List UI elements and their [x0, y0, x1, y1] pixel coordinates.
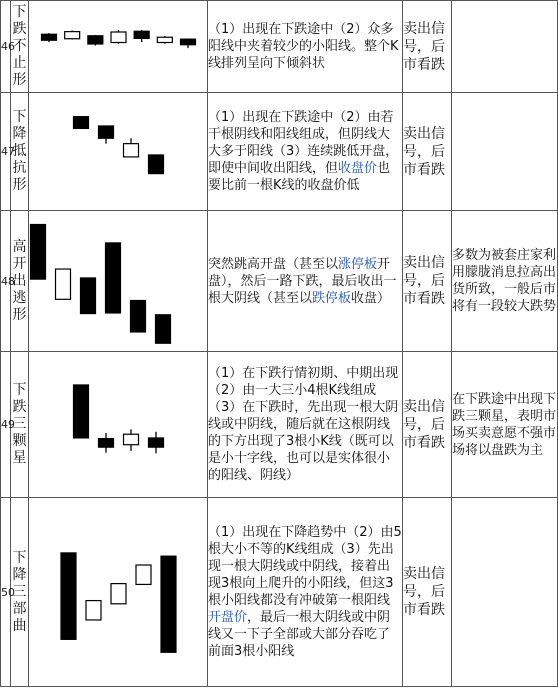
signal-text [403, 211, 452, 352]
pattern-name-char: 部 [12, 600, 27, 617]
bullish-candle [111, 584, 126, 604]
pattern-description [208, 498, 403, 687]
description-text: （1）在下跌行情初期、中期出现（2）由一大三小4根K线组成（3）在下跌时，先出现一根大阴线或中阴线，随后就在这根阴线的下方出现了3根小K线（既可以是小十字线，也可以是实体很小的阳线、阴线） [208, 366, 399, 483]
bearish-candle [31, 225, 46, 280]
candle-body [88, 36, 103, 44]
candle-body [99, 126, 114, 138]
signal-line: 市看跌 [403, 161, 445, 178]
pattern-note [452, 1, 558, 93]
pattern-note: 在下跌途中出现下跌三颗星，表明市场买卖意愿不强市场将以盘跌为主 [452, 352, 558, 498]
signal-line: 市看跌 [403, 434, 445, 451]
pattern-diagram [29, 211, 208, 352]
signal-text [403, 352, 452, 498]
pattern-name-char: 形 [12, 177, 27, 193]
term-link[interactable]: 跌停板 [312, 290, 352, 306]
bullish-candle [136, 565, 151, 584]
candle-body [156, 315, 171, 344]
pattern-name-char: 降 [12, 126, 27, 142]
description-text: ，最后一根大阴线或中阴线又一下子全部或大部分吞吃了前面3根小阳线 [208, 610, 391, 659]
candlestick-diagram [29, 498, 208, 686]
candle-body [42, 34, 57, 40]
bearish-candle [161, 556, 176, 652]
bearish-candle [149, 432, 164, 454]
candle-body [81, 278, 96, 314]
bearish-candle [99, 125, 114, 143]
pattern-name [11, 1, 29, 93]
candlestick-diagram [29, 1, 208, 92]
pattern-name-char: 形 [12, 306, 27, 323]
candle-body [65, 32, 80, 39]
candle-body [31, 225, 46, 280]
bearish-candle [88, 35, 103, 46]
pattern-name [11, 93, 29, 211]
candle-body [124, 434, 139, 444]
bullish-candle [124, 138, 139, 157]
pattern-name-char: 三 [12, 416, 27, 432]
pattern-name-char: 颗 [12, 433, 27, 449]
term-link[interactable]: 开盘价 [208, 610, 248, 625]
pattern-note [452, 93, 558, 211]
pattern-note [452, 498, 558, 687]
pattern-name-char: 开 [12, 255, 27, 272]
signal-line: 市看跌 [403, 602, 445, 618]
description-text: （1）出现在下跌途中（2）众多阳线中夹着较少的小阳线。整个K线排列呈向下倾斜状 [208, 22, 399, 71]
signal-line: 号，后 [403, 38, 445, 55]
bullish-candle [157, 36, 172, 44]
pattern-row [1, 93, 558, 211]
signal-text [403, 93, 452, 211]
candle-body [111, 584, 126, 604]
candle-body [106, 243, 121, 313]
bearish-candle [134, 30, 149, 42]
signal-line: 卖出信 [403, 566, 445, 582]
pattern-row [1, 211, 558, 352]
pattern-name-char: 曲 [12, 617, 27, 634]
bullish-candle [56, 269, 71, 299]
bearish-candle [181, 39, 196, 48]
pattern-row [1, 498, 558, 687]
pattern-name [11, 352, 29, 498]
signal-line: 号，后 [403, 273, 445, 289]
pattern-name-char: 下 [12, 549, 27, 566]
bearish-candle [74, 385, 89, 438]
bearish-candle [106, 243, 121, 313]
bearish-candle [131, 301, 146, 332]
pattern-name-char: 下 [12, 4, 27, 20]
table-body [1, 1, 558, 687]
signal-line: 卖出信 [403, 20, 445, 37]
pattern-number: 48 [1, 211, 11, 352]
pattern-diagram [29, 93, 208, 211]
signal-line: 卖出信 [403, 255, 445, 271]
pattern-diagram [29, 1, 208, 93]
description-text: （1）出现在下跌途中（2）由若干根阴线和阳线组成，但阴线大大多于阳线（3）连续跳低开盘，即使中间收出阳线，但 [208, 110, 399, 176]
candle-body [61, 553, 76, 639]
candle-body [124, 144, 139, 157]
bearish-candle [42, 33, 57, 42]
pattern-name-char: 跌 [12, 21, 27, 37]
pattern-name-char: 下 [12, 382, 27, 398]
pattern-row [1, 1, 558, 93]
term-link[interactable]: 收盘价 [338, 161, 378, 176]
description-text: 突然跳高开盘（甚至以 [208, 256, 339, 272]
candle-body [136, 565, 151, 584]
pattern-description [208, 1, 403, 93]
signal-line: 号，后 [403, 416, 445, 433]
bearish-candle [149, 155, 164, 174]
pattern-number: 49 [1, 352, 11, 498]
pattern-name-char: 三 [12, 583, 27, 600]
candle-body [134, 31, 149, 38]
candle-body [161, 556, 176, 652]
signal-text [403, 498, 452, 687]
candlestick-diagram [29, 352, 208, 497]
term-link[interactable]: 涨停板 [338, 256, 378, 272]
candle-body [131, 301, 146, 332]
bearish-candle [61, 553, 76, 639]
pattern-name-char: 不 [12, 38, 27, 54]
signal-line: 卖出信 [403, 398, 445, 415]
pattern-diagram [29, 498, 208, 687]
bullish-candle [86, 601, 101, 620]
pattern-number: 50 [1, 498, 11, 687]
pattern-name-char: 抵 [12, 143, 27, 159]
candlestick-diagram [29, 93, 208, 210]
description-text: 开盘），然后一路下跌，最后收出一根大阴线（甚至以 [208, 256, 397, 306]
candle-body [181, 39, 196, 45]
pattern-description [208, 93, 403, 211]
pattern-name-char: 出 [12, 272, 27, 289]
bullish-candle [124, 429, 139, 451]
pattern-name-char: 逃 [12, 289, 27, 306]
candle-body [149, 155, 164, 174]
candle-body [56, 269, 71, 299]
pattern-name-char: 抗 [12, 160, 27, 176]
candle-body [99, 439, 114, 448]
signal-line: 市看跌 [403, 56, 445, 73]
candle-body [74, 385, 89, 438]
bullish-candle [111, 30, 126, 44]
candle-body [149, 438, 164, 447]
pattern-name-char: 下 [12, 109, 27, 125]
description-text: 也要比前一根K线的收盘价低 [208, 161, 391, 193]
pattern-name-char: 形 [12, 72, 27, 88]
signal-line: 市看跌 [403, 291, 445, 307]
bearish-candle [74, 117, 89, 129]
candle-body [111, 32, 126, 43]
pattern-row [1, 352, 558, 498]
pattern-number: 47 [1, 93, 11, 211]
bearish-candle [99, 433, 114, 453]
pattern-description [208, 352, 403, 498]
signal-text [403, 1, 452, 93]
pattern-note: 多数为被套庄家利用朦胧消息拉高出货所致，一般后市将有一段较大跌势 [452, 211, 558, 352]
pattern-name-char: 跌 [12, 399, 27, 415]
pattern-name [11, 498, 29, 687]
signal-line: 卖出信 [403, 125, 445, 142]
candle-body [157, 37, 172, 42]
pattern-name-char: 高 [12, 238, 27, 255]
pattern-description [208, 211, 403, 352]
pattern-name-char: 星 [12, 450, 27, 466]
pattern-name-char: 降 [12, 566, 27, 583]
pattern-name-char: 止 [12, 55, 27, 71]
bullish-candle [65, 31, 80, 40]
pattern-diagram [29, 352, 208, 498]
signal-line: 号，后 [403, 584, 445, 600]
description-text: 收盘） [351, 290, 391, 306]
pattern-name [11, 211, 29, 352]
candle-body [74, 117, 89, 129]
candlestick-diagram [29, 211, 208, 351]
bearish-candle [81, 278, 96, 314]
pattern-number: 46 [1, 1, 11, 93]
bearish-candle [156, 315, 171, 344]
description-text: （1）出现在下降趋势中（2）由5根大小不等的K线组成（3）先出现一根大阴线或中阴线，接着出现3根向上爬升的小阳线，但这3根小阳线都没有冲破第一根阳线 [208, 525, 402, 608]
signal-line: 号，后 [403, 143, 445, 160]
candle-body [86, 601, 101, 620]
